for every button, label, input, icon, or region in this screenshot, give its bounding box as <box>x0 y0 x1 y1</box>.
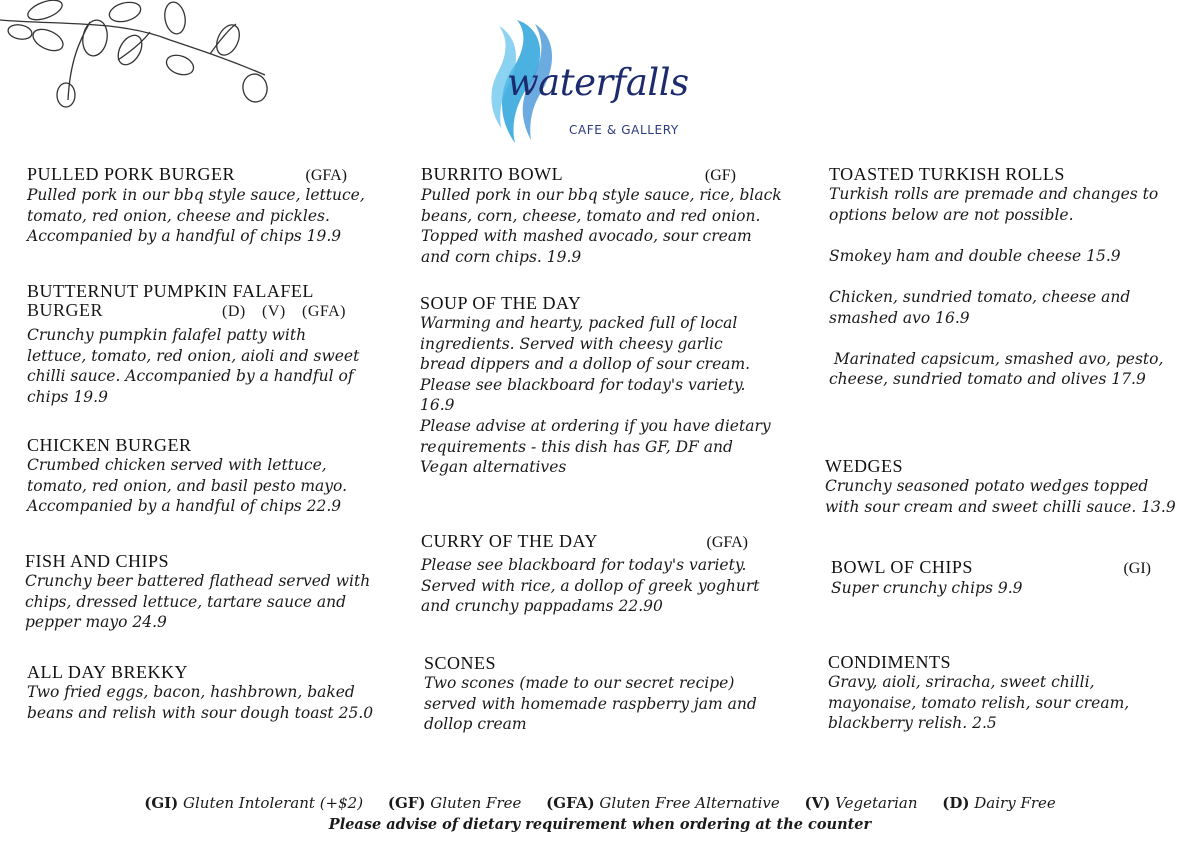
menu-item-wedges <box>825 457 1185 517</box>
menu-item-condiments <box>828 653 1168 734</box>
item-description: Crunchy beer battered flathead served with chips, dressed lettuce, tartare sauce and pepper mayo 24.9 <box>25 572 371 632</box>
item-title: TOASTED TURKISH ROLLS <box>829 164 1065 184</box>
item-description: Warming and hearty, packed full of local ingredients. Served with cheesy garlic bread dippers and a dollop of sour cream. Please see blackboard for today's variety. 16.9 Please advise at ordering if you have dietary requirements - this dish has GF, DF and Vegan alternatives <box>420 314 771 477</box>
brand-subtitle: CAFE & GALLERY <box>569 123 679 137</box>
item-description: Pulled pork in our bbq style sauce, rice, black beans, corn, cheese, tomato and red onion. Topped with mashed avocado, sour cream and corn chips. 19.9 <box>421 186 782 266</box>
item-description: Crunchy seasoned potato wedges topped with sour cream and sweet chilli sauce. 13.9 <box>825 477 1176 516</box>
item-title: FISH AND CHIPS <box>25 551 170 571</box>
item-description: Gravy, aioli, sriracha, sweet chilli, mayonaise, tomato relish, sour cream, blackberry relish. 2.5 <box>828 673 1130 733</box>
legend-entry: (GI) Gluten Intolerant (+$2) <box>144 794 364 812</box>
item-title: CURRY OF THE DAY <box>421 531 598 551</box>
menu-item-toasted-turkish-rolls <box>829 165 1174 390</box>
item-title: CHICKEN BURGER <box>27 435 192 455</box>
item-title: WEDGES <box>825 456 903 476</box>
dietary-legend <box>0 794 1200 812</box>
dietary-tag: (GFA) <box>706 534 748 551</box>
menu-item-chicken-burger <box>27 436 367 517</box>
item-description: Crumbed chicken served with lettuce, tomato, red onion, and basil pesto mayo. Accompanied by a handful of chips 22.9 <box>27 456 348 516</box>
menu-item-scones <box>424 654 769 735</box>
item-description: Super crunchy chips 9.9 <box>831 579 1023 597</box>
legend-entry: (D) Dairy Free <box>942 794 1056 812</box>
dietary-footer-note: Please advise of dietary requirement when ordering at the counter <box>328 816 872 833</box>
menu-item-soup-of-the-day <box>420 294 780 478</box>
item-description: Please see blackboard for today's variety. Served with rice, a dollop of greek yoghurt and crunchy pappadams 22.90 <box>421 556 760 616</box>
item-description: Turkish rolls are premade and changes to options below are not possible. Smokey ham and double cheese 15.9 Chicken, sundried tomato, cheese and smashed avo 16.9 Marinated capsicum, smashed avo, pesto, cheese, sundried tomato and olives 17.9 <box>829 185 1164 389</box>
item-title-line2: BURGER <box>27 300 104 320</box>
legend-entry: (GFA) Gluten Free Alternative <box>546 794 780 812</box>
cafe-logo <box>487 18 687 143</box>
menu-item-burrito-bowl <box>421 164 782 267</box>
dietary-tag: (GF) <box>704 167 736 184</box>
menu-item-all-day-brekky <box>27 663 377 723</box>
menu-item-pulled-pork <box>27 164 365 247</box>
dietary-tag-d: (D) <box>222 303 246 320</box>
dietary-tag-gfa: (GFA) <box>302 303 346 320</box>
item-description: Two fried eggs, bacon, hashbrown, baked beans and relish with sour dough toast 25.0 <box>27 683 374 722</box>
menu-item-curry-of-the-day <box>421 531 760 617</box>
item-title: SCONES <box>424 653 497 673</box>
dietary-tag-v: (V) <box>262 303 286 320</box>
item-title: PULLED PORK BURGER <box>27 164 236 184</box>
item-title: BUTTERNUT PUMPKIN FALAFEL <box>27 281 314 301</box>
item-description: Two scones (made to our secret recipe) served with homemade raspberry jam and dollop cream <box>424 674 757 734</box>
menu-item-bowl-of-chips <box>831 558 1151 599</box>
item-title: SOUP OF THE DAY <box>420 293 582 313</box>
legend-entry: (V) Vegetarian <box>804 794 918 812</box>
item-title: CONDIMENTS <box>828 652 952 672</box>
menu-item-fish-and-chips <box>25 552 370 633</box>
brand-name: waterfalls <box>507 61 689 104</box>
dietary-tag: (GFA) <box>305 167 347 184</box>
item-description: Crunchy pumpkin falafel patty with lettuce, tomato, red onion, aioli and sweet chilli sauce. Accompanied by a handful of chips 19.9 <box>27 326 360 406</box>
item-title: BURRITO BOWL <box>421 164 564 184</box>
item-description: Pulled pork in our bbq style sauce, lettuce, tomato, red onion, cheese and pickles. Accompanied by a handful of chips 19.9 <box>27 186 365 246</box>
menu-item-falafel-burger <box>27 282 367 407</box>
dietary-tag: (GI) <box>1123 560 1151 577</box>
item-title: BOWL OF CHIPS <box>831 557 973 577</box>
item-title: ALL DAY BREKKY <box>27 662 189 682</box>
legend-entry: (GF) Gluten Free <box>387 794 522 812</box>
leaf-branch-illustration <box>0 0 280 115</box>
